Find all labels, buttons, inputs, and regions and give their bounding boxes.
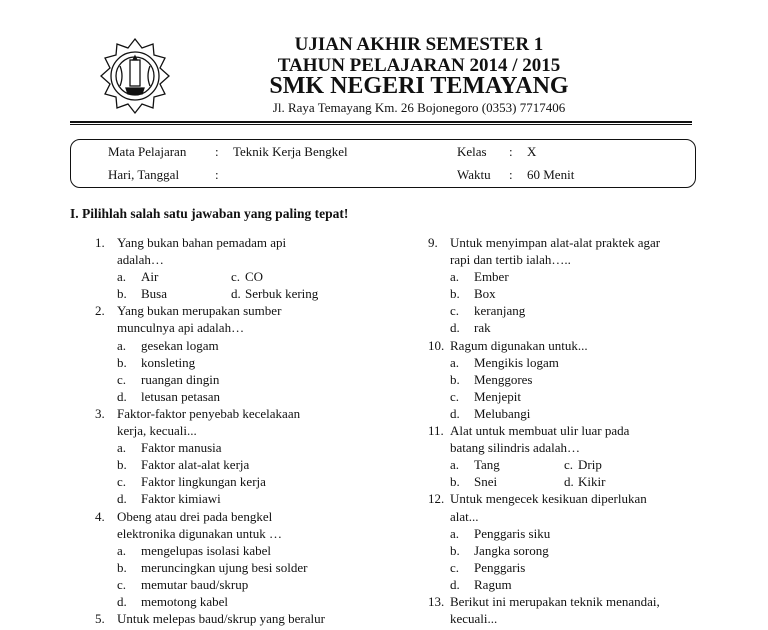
option-text: Melubangi [474, 405, 531, 421]
option-letter: a. [117, 269, 127, 285]
option-letter: d. [450, 320, 460, 336]
question-line [95, 508, 395, 525]
option-letter: d. [231, 286, 241, 302]
option-text: konsleting [141, 354, 196, 370]
option-letter: d. [564, 474, 574, 490]
option-row [428, 354, 728, 371]
option-text: Penggaris [474, 559, 526, 575]
option-letter: b. [450, 286, 460, 302]
question-line [428, 422, 728, 439]
option-letter: c. [450, 559, 460, 575]
option-letter: c. [564, 457, 574, 473]
option-row [95, 490, 395, 507]
option-text: memutar baud/skrup [141, 576, 249, 592]
option-letter: c. [117, 474, 127, 490]
option-row [428, 405, 728, 422]
left-question-column [95, 234, 395, 627]
time-label: Waktu [457, 167, 491, 182]
option-text: Drip [578, 457, 602, 473]
option-letter: a. [450, 269, 460, 285]
option-letter: b. [117, 559, 127, 575]
question-line [95, 234, 395, 251]
question-text: Obeng atau drei pada bengkel [117, 508, 273, 524]
option-text: ruangan dingin [141, 371, 220, 387]
option-text: mengelupas isolasi kabel [141, 542, 271, 558]
question-line [428, 610, 728, 627]
colon: : [215, 144, 219, 159]
option-text: Faktor alat-alat kerja [141, 457, 250, 473]
option-row [428, 319, 728, 336]
option-row [428, 371, 728, 388]
option-letter: d. [450, 405, 460, 421]
option-letter: c. [450, 303, 460, 319]
question-text: kerja, kecuali... [117, 423, 197, 439]
question-text: Yang bukan bahan pemadam api [117, 235, 287, 250]
question-text: Alat untuk membuat ulir luar pada [450, 423, 630, 439]
question-text: alat... [450, 508, 479, 524]
school-name: SMK NEGERI TEMAYANG [269, 73, 569, 99]
question-text: Berikut ini merupakan teknik menandai, [450, 593, 660, 609]
option-row [428, 456, 728, 473]
option-letter: c. [231, 269, 241, 285]
option-text: Faktor manusia [141, 440, 222, 456]
option-letter: b. [117, 286, 127, 302]
class-value: X [527, 144, 537, 159]
question-line [95, 302, 395, 319]
option-text: Menjepit [474, 388, 521, 404]
question-line [428, 337, 728, 354]
question-text: adalah… [117, 252, 164, 268]
option-text: Jangka sorong [474, 542, 549, 558]
academic-year: TAHUN PELAJARAN 2014 / 2015 [277, 55, 561, 76]
option-text: Box [474, 286, 496, 302]
option-letter: a. [117, 542, 127, 558]
option-letter: b. [450, 474, 460, 490]
option-text: Faktor kimiawi [141, 491, 221, 507]
question-number: 3. [95, 405, 105, 421]
question-line [428, 490, 728, 507]
option-letter: d. [117, 593, 127, 609]
option-row [428, 302, 728, 319]
option-text: CO [245, 269, 264, 285]
option-letter: b. [117, 457, 127, 473]
class-label: Kelas [457, 144, 487, 159]
question-text: rapi dan tertib ialah….. [450, 252, 571, 268]
question-line [428, 593, 728, 610]
option-row [428, 473, 728, 490]
option-text: Tang [474, 457, 500, 473]
question-text: elektronika digunakan untuk … [117, 525, 282, 541]
option-row [428, 285, 728, 302]
option-text: gesekan logam [141, 337, 219, 353]
question-line [428, 439, 728, 456]
option-text: Kikir [578, 474, 606, 490]
option-letter: d. [117, 388, 127, 404]
question-line [95, 422, 395, 439]
option-text: Busa [141, 286, 167, 302]
subject-value: Teknik Kerja Bengkel [233, 144, 348, 159]
option-letter: c. [117, 371, 127, 387]
header-rule [70, 121, 692, 123]
exam-info-box [70, 139, 696, 188]
question-number: 2. [95, 303, 105, 319]
question-text: batang silindris adalah… [450, 440, 580, 456]
date-label: Hari, Tanggal [108, 167, 180, 182]
question-line [95, 610, 395, 627]
option-row [95, 576, 395, 593]
option-row [95, 456, 395, 473]
option-text: Menggores [474, 371, 533, 387]
option-letter: b. [450, 542, 460, 558]
option-row [95, 439, 395, 456]
question-text: kecuali... [450, 611, 498, 627]
question-number: 1. [95, 235, 105, 250]
question-number: 4. [95, 508, 105, 524]
question-line [428, 234, 728, 251]
option-row [95, 268, 395, 285]
question-line [95, 405, 395, 422]
header-rule-thin [70, 124, 692, 125]
question-text: Untuk mengecek kesikuan diperlukan [450, 491, 647, 507]
question-text: munculnya api adalah… [117, 320, 245, 336]
option-text: Faktor lingkungan kerja [141, 474, 266, 490]
question-number: 12. [428, 491, 445, 507]
option-row [428, 576, 728, 593]
subject-label: Mata Pelajaran [108, 144, 187, 159]
question-line [95, 525, 395, 542]
question-number: 5. [95, 611, 105, 627]
question-text: Yang bukan merupakan sumber [117, 303, 282, 319]
right-question-column [428, 234, 728, 627]
option-text: letusan petasan [141, 388, 221, 404]
option-row [95, 473, 395, 490]
option-letter: b. [450, 371, 460, 387]
option-text: memotong kabel [141, 593, 229, 609]
question-text: Ragum digunakan untuk... [450, 337, 588, 353]
option-letter: a. [117, 440, 127, 456]
question-text: Untuk melepas baud/skrup yang beralur [117, 611, 325, 627]
option-text: Ragum [474, 576, 512, 592]
question-line [95, 319, 395, 336]
option-row [428, 559, 728, 576]
question-number: 9. [428, 235, 438, 250]
option-row [95, 559, 395, 576]
option-text: keranjang [474, 303, 526, 319]
option-letter: a. [450, 457, 460, 473]
question-number: 13. [428, 593, 445, 609]
colon: : [509, 167, 513, 182]
question-number: 10. [428, 337, 445, 353]
colon: : [509, 144, 513, 159]
option-letter: d. [117, 491, 127, 507]
option-text: meruncingkan ujung besi solder [141, 559, 308, 575]
option-text: Penggaris siku [474, 525, 551, 541]
option-letter: b. [117, 354, 127, 370]
option-letter: c. [450, 388, 460, 404]
option-row [95, 542, 395, 559]
option-text: Serbuk kering [245, 286, 319, 302]
option-text: rak [474, 320, 491, 336]
option-row [95, 337, 395, 354]
section-title: I. Pilihlah salah satu jawaban yang paling tepat! [70, 206, 349, 221]
option-letter: d. [450, 576, 460, 592]
question-line [428, 251, 728, 268]
option-text: Snei [474, 474, 498, 490]
question-text: Untuk menyimpan alat-alat praktek agar [450, 235, 661, 250]
option-row [95, 285, 395, 302]
option-row [428, 268, 728, 285]
option-row [95, 371, 395, 388]
option-letter: c. [117, 576, 127, 592]
option-row [95, 354, 395, 371]
option-letter: a. [117, 337, 127, 353]
colon: : [215, 167, 219, 182]
option-letter: a. [450, 354, 460, 370]
option-row [95, 388, 395, 405]
option-text: Air [141, 269, 159, 285]
option-text: Mengikis logam [474, 354, 559, 370]
exam-title: UJIAN AKHIR SEMESTER 1 [294, 34, 544, 55]
question-text: Faktor-faktor penyebab kecelakaan [117, 405, 301, 421]
question-line [428, 508, 728, 525]
question-line [95, 251, 395, 268]
option-row [428, 525, 728, 542]
option-row [428, 542, 728, 559]
question-number: 11. [428, 423, 444, 439]
option-text: Ember [474, 269, 509, 285]
option-row [95, 593, 395, 610]
time-value: 60 Menit [527, 167, 575, 182]
school-address: Jl. Raya Temayang Km. 26 Bojonegoro (0353) 7717406 [272, 100, 566, 115]
option-letter: a. [450, 525, 460, 541]
option-row [428, 388, 728, 405]
